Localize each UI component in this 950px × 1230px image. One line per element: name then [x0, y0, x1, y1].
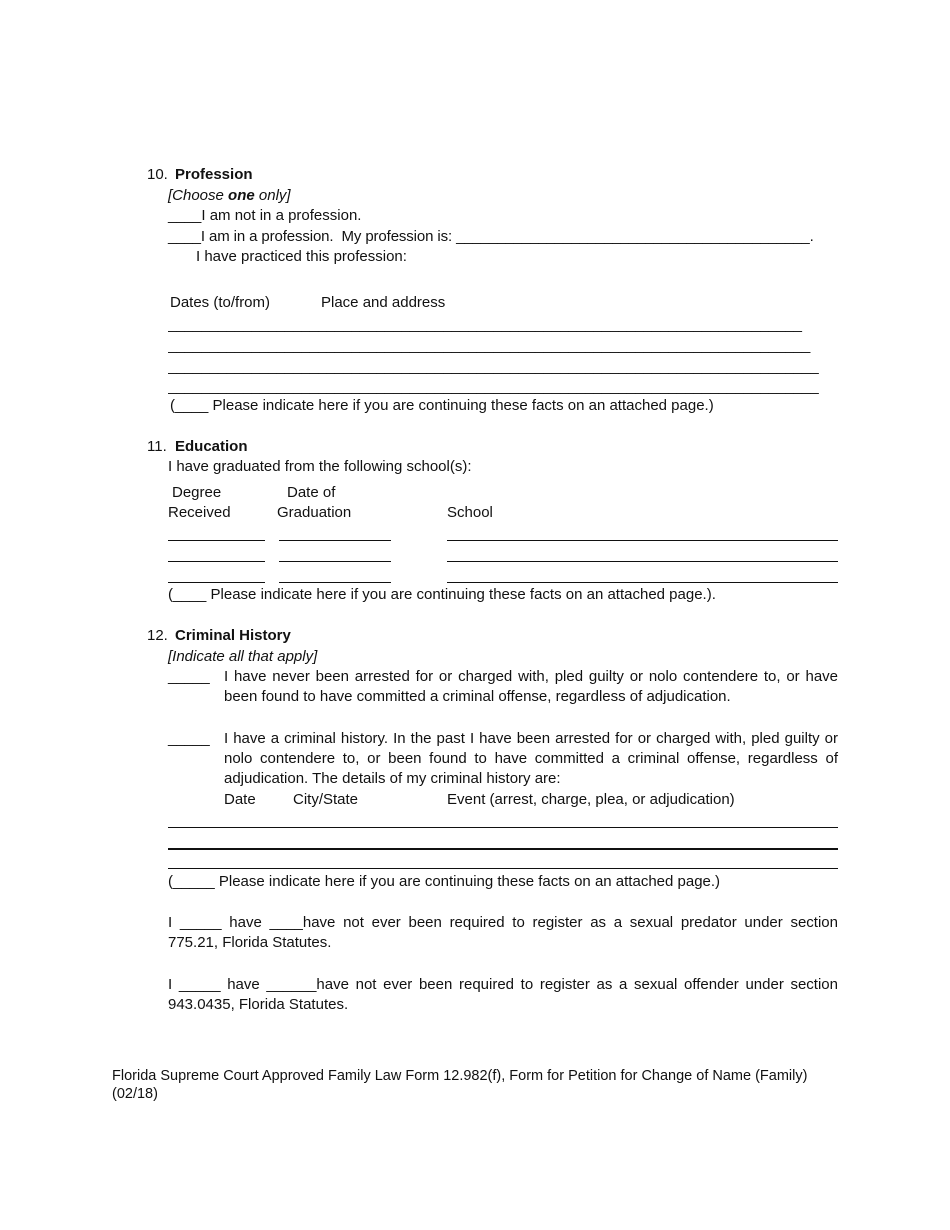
column-place-and-address: Place and address: [321, 294, 446, 311]
column-date-line1: Date of: [287, 484, 336, 501]
section-12-heading: Criminal History: [175, 627, 291, 644]
profession-entry-line[interactable]: ______________________________________________________________________________: [168, 358, 819, 375]
school-entry-line[interactable]: [447, 540, 838, 541]
criminal-history-entry-line[interactable]: [168, 868, 838, 869]
degree-entry-line[interactable]: [168, 540, 265, 541]
option-never-arrested-text: I have never been arrested for or charged with, pled guilty or nolo contendere to, or have been found to have committed a criminal offense, regardless of adjudication.: [224, 668, 838, 705]
practiced-profession-label: I have practiced this profession:: [196, 248, 407, 265]
option-criminal-history-blank[interactable]: _____: [168, 730, 210, 747]
section-11-heading: Education: [175, 438, 248, 455]
section-10-heading: Profession: [175, 166, 253, 183]
column-date-line2: Graduation: [277, 504, 352, 521]
column-dates-to-from: Dates (to/from): [170, 294, 271, 311]
column-school: School: [447, 504, 493, 521]
sexual-offender-statement[interactable]: I _____ have ______have not ever been required to register as a sexual offender under section 943.0435, Florida Statutes.: [168, 976, 838, 1013]
criminal-history-entry-line[interactable]: [168, 827, 838, 828]
footer-form-date: (02/18): [112, 1086, 158, 1102]
degree-entry-line[interactable]: [168, 582, 265, 583]
column-degree-line2: Received: [168, 504, 231, 521]
school-entry-line[interactable]: [447, 582, 838, 583]
education-intro: I have graduated from the following school(s):: [168, 458, 472, 475]
column-degree-line1: Degree: [172, 484, 222, 501]
column-date: Date: [224, 791, 256, 808]
date-entry-line[interactable]: [279, 582, 391, 583]
section-10-number: 10.: [147, 166, 168, 183]
criminal-history-entry-line[interactable]: [168, 848, 838, 850]
option-in-profession[interactable]: ____I am in a profession. My profession is: ___________________________________________.: [168, 228, 814, 245]
criminal-history-continue-note[interactable]: (_____ Please indicate here if you are continuing these facts on an attached page.): [168, 873, 721, 890]
date-entry-line[interactable]: [279, 561, 391, 562]
column-city-state: City/State: [293, 791, 359, 808]
column-event: Event (arrest, charge, plea, or adjudication): [447, 791, 735, 808]
profession-entry-line[interactable]: _____________________________________________________________________________: [168, 337, 811, 354]
sexual-predator-statement[interactable]: I _____ have ____have not ever been required to register as a sexual predator under section 775.21, Florida Statutes.: [168, 914, 838, 951]
section-11-number: 11.: [147, 438, 167, 455]
option-not-in-profession[interactable]: ____I am not in a profession.: [168, 207, 362, 224]
footer-form-title: Florida Supreme Court Approved Family Law Form 12.982(f), Form for Petition for Change of Name (Family): [112, 1068, 808, 1084]
profession-entry-line[interactable]: ______________________________________________________________________________: [168, 378, 819, 395]
profession-continue-note[interactable]: (____ Please indicate here if you are continuing these facts on an attached page.): [170, 397, 714, 414]
section-12-instruction: [Indicate all that apply]: [168, 648, 318, 665]
education-continue-note[interactable]: (____ Please indicate here if you are continuing these facts on an attached page.).: [168, 586, 716, 603]
section-10-instruction: [Choose one only]: [168, 187, 291, 204]
option-never-arrested-blank[interactable]: _____: [168, 668, 210, 685]
section-12-number: 12.: [147, 627, 168, 644]
date-entry-line[interactable]: [279, 540, 391, 541]
profession-entry-line[interactable]: ____________________________________________________________________________: [168, 316, 803, 333]
degree-entry-line[interactable]: [168, 561, 265, 562]
school-entry-line[interactable]: [447, 561, 838, 562]
option-criminal-history-text: I have a criminal history. In the past I have been arrested for or charged with, pled guilty or nolo contendere to, or been found to have committed a criminal offense, regardless of adjudication. The details of my criminal history are:: [224, 730, 838, 787]
